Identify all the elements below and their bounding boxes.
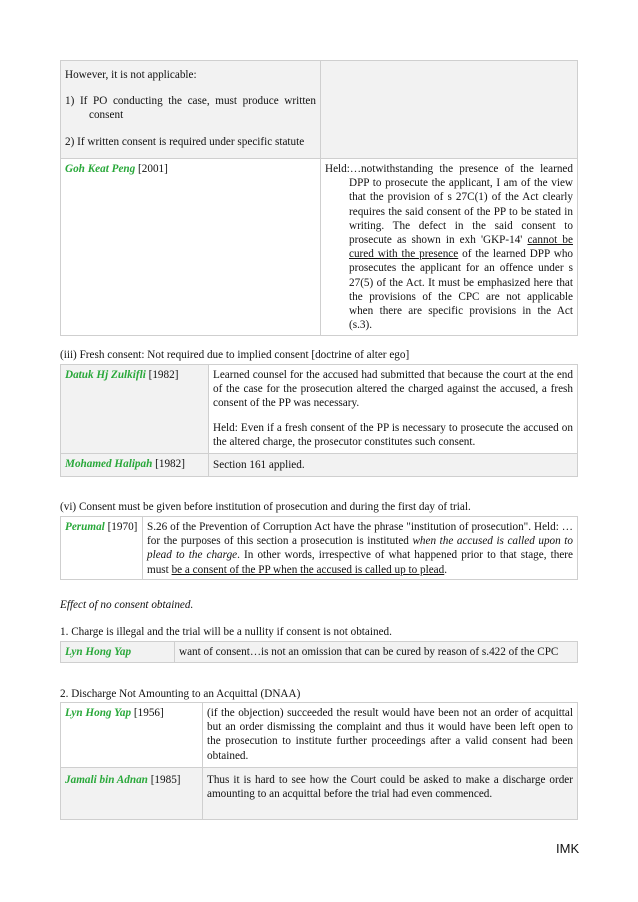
case-cell-lyn-hong-yap (61, 642, 175, 663)
footer-mark: IMK (556, 841, 580, 856)
dnaa-text-2: Thus it is hard to see how the Court could be asked to make a discharge order amounting to an acquittal before the trial had even commenced. (203, 767, 578, 819)
held-cell (321, 159, 578, 336)
zulkifli-held: Held: Even if a fresh consent of the PP is necessary to prosecute the accused on the altered charge, the prosecutor constitutes such consent. (213, 421, 573, 448)
zulkifli-text-cell (209, 365, 578, 454)
dnaa-text-1: (if the objection) succeeded the result would have been not an order of acquittal but an order dismissing the complaint and thus it would have been left open to the prosecution to institute further proceedings after a valid consent had been obtained. (203, 703, 578, 768)
case-cell-jamali-bin-adnan (61, 767, 203, 819)
not-applicable-cell (61, 61, 321, 159)
case-year: [1985] (147, 773, 181, 786)
effect-point-1: 1. Charge is illegal and the trial will be a nullity if consent is not obtained. (60, 626, 392, 638)
nullity-table (60, 641, 578, 663)
case-name: Lyn Hong Yap (65, 646, 132, 658)
fresh-consent-table (60, 364, 578, 477)
case-cell-mohamed-halipah (61, 454, 209, 477)
case-year: [1982] (152, 458, 185, 471)
case-cell-goh-keat-peng (61, 159, 321, 336)
perumal-text-cell: S.26 of the Prevention of Corruption Act have the phrase "institution of prosecution". Held: …for the purposes of this section a prosecution is instituted when the accused is called upon to plead to the charge. In other words, irrespective of what happened prior to that stage, there must be a consent of the PP when the accused is called up to plead. (143, 517, 578, 580)
case-cell-lyn-hong-yap-1956 (61, 703, 203, 768)
held-text: Held:…notwithstanding the presence of the learned DPP to prosecute the applicant, I am of the view that the provision of s 27C(1) of the Act clearly requires the said consent of the PP to be stated in writing. The defect in the said consent to prosecute as shown in exh 'GKP-14' cannot be cured with the presence of the learned DPP who prosecutes the applicant for an offence under s 27(5) of the Act. It must be emphasized here that the provisions of the CPC are not applicable when there are specific provisions in the Act (s.3). (325, 163, 574, 332)
case-name: Mohamed Halipah (65, 458, 153, 471)
effect-heading: Effect of no consent obtained. (60, 599, 194, 611)
exception-item-2: 2) If written consent is required under specific statute (65, 135, 305, 148)
timing-table (60, 516, 578, 580)
case-year: [1982] (145, 369, 179, 381)
nullity-text: want of consent…is not an omission that can be cured by reason of s.422 of the CPC (179, 646, 559, 658)
case-name: Lyn Hong Yap (65, 707, 132, 719)
dnaa-table (60, 702, 578, 820)
timing-heading: (vi) Consent must be given before institution of prosecution and during the first day of trial. (60, 501, 471, 513)
case-name: Goh Keat Peng (65, 163, 136, 175)
case-year: [2001] (135, 163, 168, 175)
empty-cell (321, 61, 578, 159)
exception-item-1: 1) If PO conducting the case, must produce written consent (65, 95, 316, 122)
not-applicable-intro: However, it is not applicable: (65, 69, 197, 81)
fresh-consent-heading: (iii) Fresh consent: Not required due to implied consent [doctrine of alter ego] (60, 349, 410, 361)
case-year: [1956] (131, 707, 164, 719)
case-name: Jamali bin Adnan (65, 773, 148, 786)
nullity-text-cell (175, 642, 578, 663)
effect-point-2: 2. Discharge Not Amounting to an Acquittal (DNAA) (60, 688, 301, 700)
zulkifli-submission: Learned counsel for the accused had submitted that because the court at the end of the case for the prosecution altered the charged against the accused, a fresh consent of the PP was necessary. (213, 369, 573, 410)
case-name: Datuk Hj Zulkifli (65, 369, 146, 381)
halipah-text-cell: Section 161 applied. (209, 454, 578, 477)
case-name: Perumal (65, 521, 105, 533)
case-cell-datuk-hj-zulkifli (61, 365, 209, 454)
case-year: [1970] (104, 521, 138, 533)
consent-table-top (60, 60, 578, 336)
case-cell-perumal (61, 517, 143, 580)
